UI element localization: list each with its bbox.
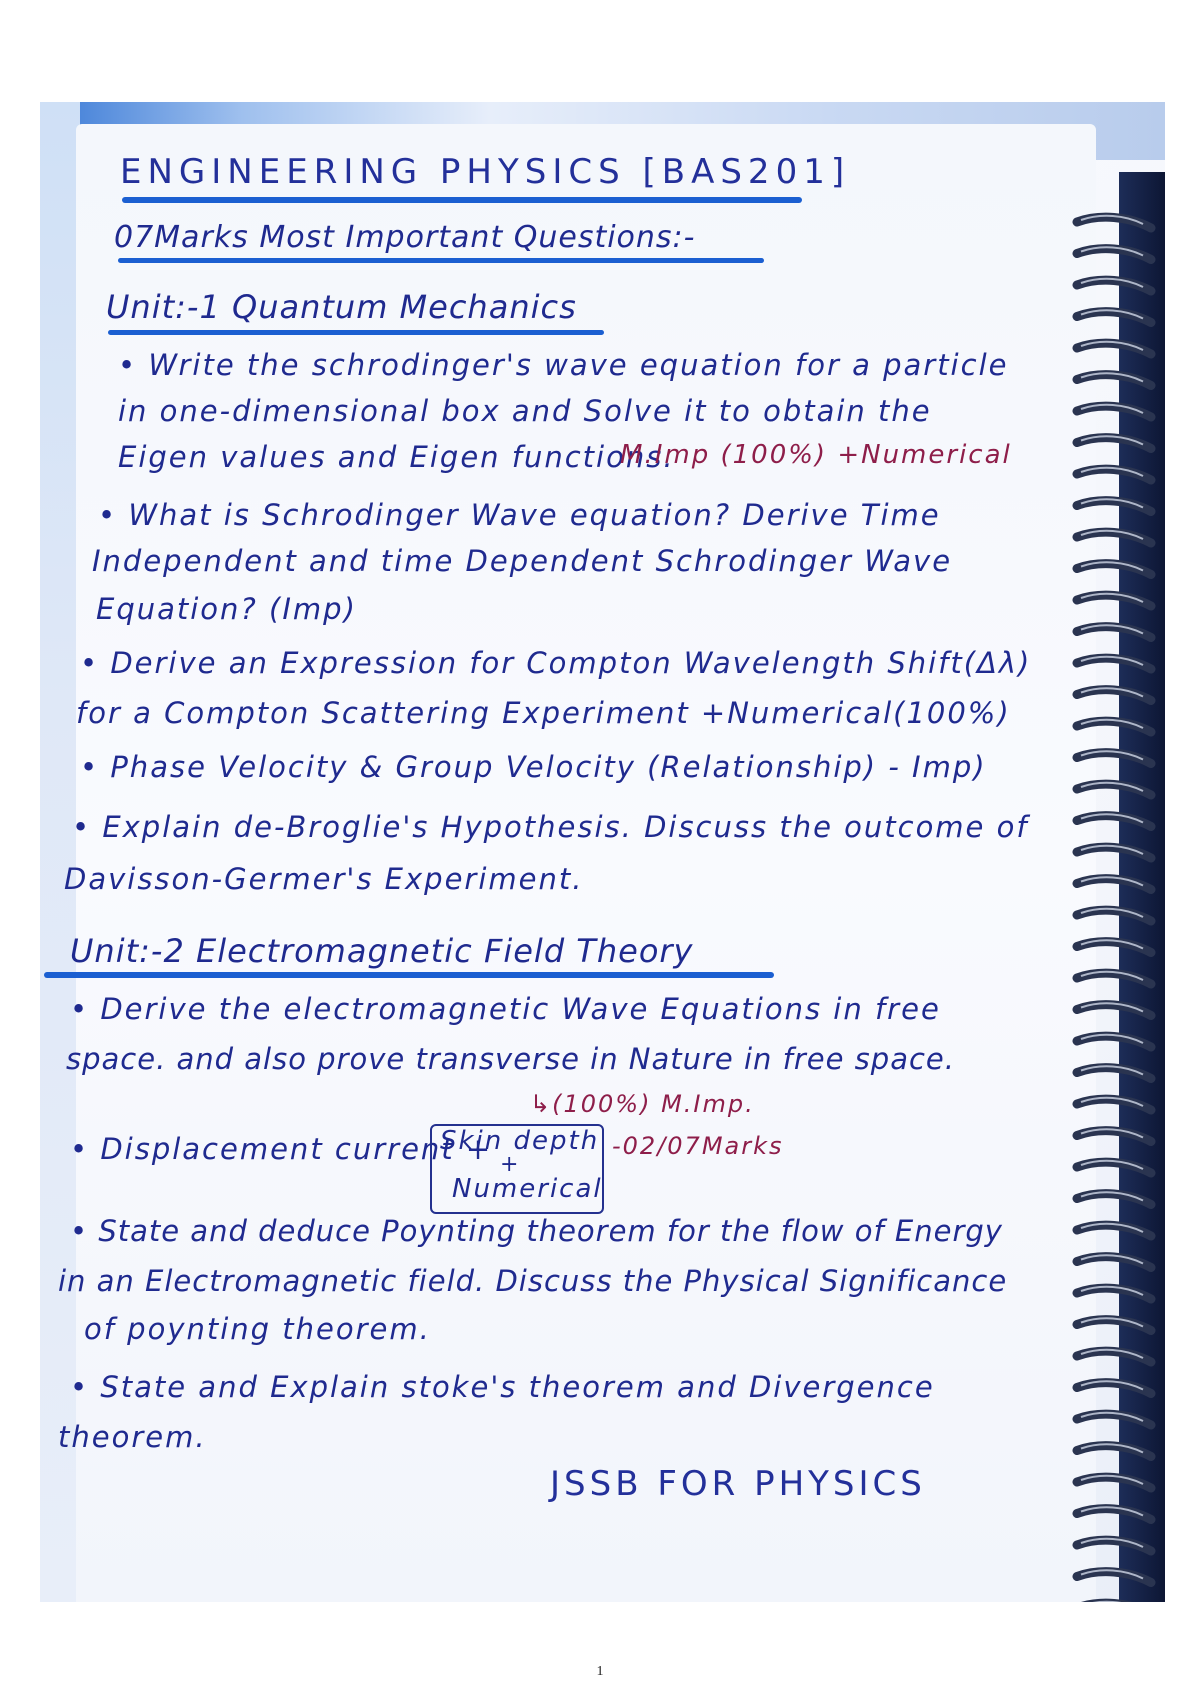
unit2-underline [44, 972, 774, 978]
unit2-q2-prefix: • Displacement current + [70, 1132, 493, 1166]
notebook-photo [40, 102, 1165, 1602]
unit2-q2-box-line1: Skin depth [440, 1126, 600, 1156]
unit2-q2-tag: -02/07Marks [612, 1132, 784, 1160]
unit1-q5-line2: Davisson-Germer's Experiment. [64, 862, 584, 896]
unit1-q2-line3: Equation? (Imp) [96, 592, 357, 626]
unit1-underline [108, 330, 604, 335]
unit1-q1-line1: • Write the schrodinger's wave equation for a particle [118, 348, 1009, 382]
unit2-q3-line2: in an Electromagnetic field. Discuss the Physical Significance [58, 1264, 1008, 1298]
unit1-q1-tag: M.Imp (100%) +Numerical [620, 440, 1012, 470]
unit2-q4-line2: theorem. [58, 1420, 207, 1454]
subtitle: 07Marks Most Important Questions:- [114, 220, 696, 255]
title-underline [122, 197, 802, 203]
unit1-q2-line1: • What is Schrodinger Wave equation? Derive Time [98, 498, 941, 532]
page-title: ENGINEERING PHYSICS [BAS201] [120, 152, 851, 192]
unit2-q4-line1: • State and Explain stoke's theorem and Divergence [70, 1370, 935, 1404]
unit1-q3-line1: • Derive an Expression for Compton Wavelength Shift(Δλ) [80, 646, 1032, 680]
unit2-q1-line1: • Derive the electromagnetic Wave Equations in free [70, 992, 941, 1026]
unit2-heading: Unit:-2 Electromagnetic Field Theory [70, 932, 694, 970]
unit2-q3-line3: of poynting theorem. [84, 1312, 431, 1346]
unit2-q1-line2: space. and also prove transverse in Nature in free space. [66, 1042, 955, 1076]
unit2-q1-tag: ↳(100%) M.Imp. [530, 1090, 755, 1118]
unit1-q1-line2: in one-dimensional box and Solve it to obtain the [118, 394, 932, 428]
unit1-q2-line2: Independent and time Dependent Schrodinger Wave [92, 544, 953, 578]
spiral-binding [1069, 212, 1159, 1602]
subtitle-underline [118, 258, 764, 263]
unit1-q3-line2: for a Compton Scattering Experiment +Numerical(100%) [76, 696, 1011, 730]
unit1-q4: • Phase Velocity & Group Velocity (Relationship) - Imp) [80, 750, 987, 784]
unit2-q3-line1: • State and deduce Poynting theorem for the flow of Energy [70, 1214, 1003, 1248]
unit2-q2-box-plus: + [500, 1152, 521, 1177]
unit2-q2-box-line2: Numerical [452, 1174, 603, 1204]
unit1-q1-line3: Eigen values and Eigen functions. [118, 440, 675, 474]
footer-signature: JSSB FOR PHYSICS [550, 1464, 926, 1504]
unit1-heading: Unit:-1 Quantum Mechanics [106, 288, 577, 326]
page-number: 1 [596, 1664, 604, 1679]
unit1-q5-line1: • Explain de-Broglie's Hypothesis. Discuss the outcome of [72, 810, 1029, 844]
